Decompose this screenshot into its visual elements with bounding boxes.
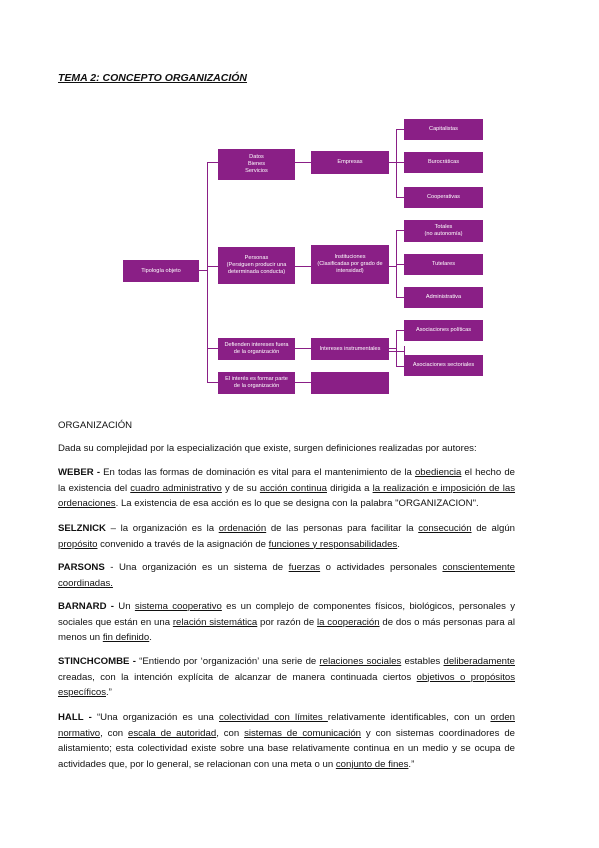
node-asoc-politicas: Asociaciones políticas — [404, 320, 483, 341]
connector — [396, 297, 404, 298]
node-instituciones: Instituciones (Clasificadas por grado de intensidad) — [311, 245, 389, 284]
node-interes: El interés es formar parte de la organización — [218, 372, 295, 394]
node-datos: Datos Bienes Servicios — [218, 149, 295, 180]
connector — [295, 348, 311, 349]
node-tutelares: Tutelares — [404, 254, 483, 275]
page-title: TEMA 2: CONCEPTO ORGANIZACIÓN — [58, 72, 248, 84]
node-totales: Totales (no autonomía) — [404, 220, 483, 242]
node-burocraticas: Burocráticas — [404, 152, 483, 173]
connector — [295, 382, 311, 383]
definition-parsons: PARSONS - Una organización es un sistema de fuerzas o actividades personales conscientemente coordinadas. — [58, 562, 515, 589]
node-empresas: Empresas — [311, 151, 389, 174]
definition-barnard: BARNARD - Un sistema cooperativo es un complejo de componentes físicos, biológicos, personales y sociales que están en una relación sistemática por razón de la cooperación de dos o más personas para al menos un fin definido. — [58, 601, 515, 644]
node-administrativa: Administrativa — [404, 287, 483, 308]
node-personas: Personas (Persiguen producir una determinada conducta) — [218, 247, 295, 284]
connector — [396, 330, 397, 367]
connector — [396, 129, 397, 198]
connector — [207, 266, 218, 267]
node-cooperativas: Cooperativas — [404, 187, 483, 208]
connector — [396, 197, 404, 198]
connector — [396, 366, 404, 367]
definition-stinchcombe: STINCHCOMBE - “Entiendo por ‘organización’ una serie de relaciones sociales estables deliberadamente creadas, con la intención explícita de alcanzar de manera continuada ciertos objetivos o propósitos específicos.” — [58, 656, 516, 699]
node-defienden: Defienden intereses fuera de la organización — [218, 338, 295, 360]
author-name: BARNARD - — [58, 601, 114, 612]
author-name: HALL - — [58, 712, 92, 723]
author-name: SELZNICK — [58, 523, 106, 534]
connector — [207, 162, 208, 383]
definition-weber: WEBER - En todas las formas de dominación es vital para el mantenimiento de la obediencia el hecho de la existencia del cuadro administrativo y de su acción continua dirigida a la realización e imposición de las ordenaciones. La existencia de esa acción es lo que se designa con la palabra "ORGANIZACION". — [58, 467, 516, 510]
node-intereses: Intereses instrumentales — [311, 338, 389, 360]
root-node: Tipología objeto — [123, 260, 199, 282]
node-blank — [311, 372, 389, 394]
connector — [207, 348, 218, 349]
connector — [295, 162, 311, 163]
connector — [207, 382, 218, 383]
connector — [207, 162, 218, 163]
connector — [389, 351, 405, 352]
connector — [396, 230, 404, 231]
organization-typology-diagram — [0, 0, 599, 400]
author-name: STINCHCOMBE - — [58, 656, 136, 667]
intro-text: Dada su complejidad por la especialización que existe, surgen definiciones realizadas por autores: — [58, 443, 477, 454]
connector — [396, 129, 404, 130]
author-name: WEBER - — [58, 467, 101, 478]
definition-hall: HALL - “Una organización es una colectividad con límites relativamente identificables, con un orden normativo, con escala de autoridad, con sistemas de comunicación y con sistemas coordinadores de alistamiento; esta colectividad existe sobre una base relativamente continua en un medio y se ocupa de actividades que, por lo general, se relacionan con una meta o un conjunto de fines.” — [58, 712, 515, 770]
node-asoc-sectoriales: Asociaciones sectoriales — [404, 355, 483, 376]
section-heading: ORGANIZACIÓN — [58, 420, 133, 431]
connector — [295, 266, 311, 267]
author-name: PARSONS — [58, 562, 105, 573]
definition-selznick: SELZNICK – la organización es la ordenación de las personas para facilitar la consecución de algún propósito convenido a través de la asignación de funciones y responsabilidades. — [58, 523, 515, 550]
connector — [396, 162, 404, 163]
connector — [396, 264, 404, 265]
connector — [396, 330, 404, 331]
node-capitalistas: Capitalistas — [404, 119, 483, 140]
